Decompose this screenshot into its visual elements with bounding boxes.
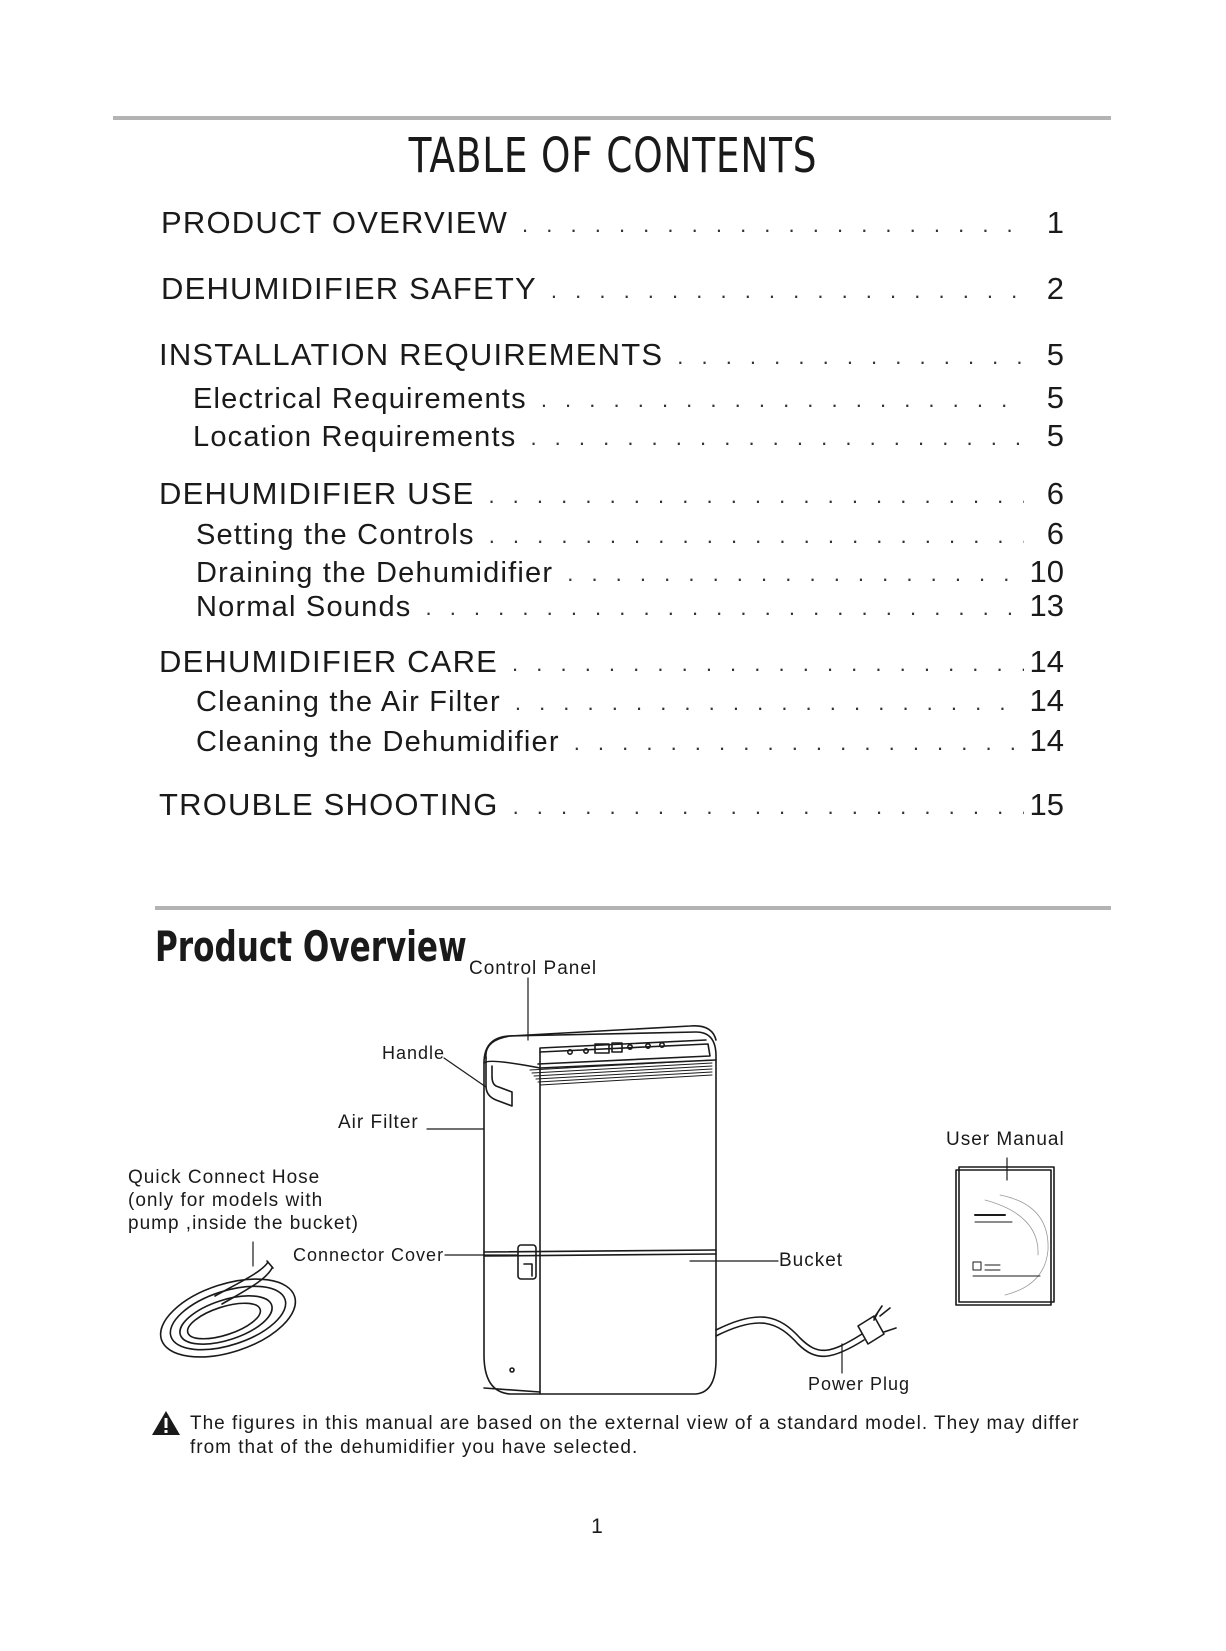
toc-entry-page: 6 [1046, 516, 1064, 551]
callout-quick-connect-hose [128, 1166, 359, 1235]
toc-entry-page: 15 [1029, 787, 1064, 822]
toc-entry-label: DEHUMIDIFIER CARE [159, 644, 499, 679]
callout-handle: Handle [382, 1043, 446, 1063]
toc-entry-page: 14 [1029, 683, 1064, 718]
leader-lines [253, 978, 1007, 1373]
callout-hose-line: Quick Connect Hose [128, 1167, 321, 1188]
callout-control-panel: Control Panel [469, 958, 598, 979]
toc-entry-page: 5 [1046, 380, 1064, 415]
toc-entry-page: 2 [1046, 271, 1064, 306]
callout-air-filter: Air Filter [338, 1112, 419, 1133]
section-title: Product Overview [155, 922, 467, 971]
connector-cover [518, 1245, 536, 1279]
toc-entry-label: Normal Sounds [196, 591, 412, 623]
toc-entry-page: 10 [1029, 554, 1064, 589]
disclaimer-note: The figures in this manual are based on the external view of a standard model. They may differ from that of the dehumidifier you have selected. [190, 1413, 1080, 1458]
callout-connector-cover: Connector Cover [293, 1245, 445, 1265]
toc-entry-label: Electrical Requirements [193, 383, 527, 415]
toc-entry-label: TROUBLE SHOOTING [159, 787, 499, 822]
toc-entry-label: Draining the Dehumidifier [196, 557, 554, 589]
toc-entry-label: Setting the Controls [196, 519, 475, 551]
toc-entry-page: 5 [1046, 337, 1064, 372]
toc-entry-page: 14 [1029, 644, 1064, 679]
toc-title: TABLE OF CONTENTS [408, 128, 818, 184]
toc-entry-label: Cleaning the Dehumidifier [196, 726, 560, 758]
toc-entry-label: INSTALLATION REQUIREMENTS [159, 337, 664, 372]
callout-bucket: Bucket [779, 1250, 844, 1271]
callout-hose-line: pump ,inside the bucket) [128, 1213, 360, 1234]
page-number: 1 [591, 1515, 603, 1538]
toc-entry-page: 5 [1046, 418, 1064, 453]
callout-hose-line: (only for models with [128, 1190, 324, 1211]
callout-power-plug: Power Plug [808, 1374, 911, 1394]
toc-entry-page: 6 [1046, 476, 1064, 511]
toc-entry-label: DEHUMIDIFIER SAFETY [161, 271, 537, 306]
toc-entry-label: PRODUCT OVERVIEW [161, 205, 509, 240]
user-manual-booklet [956, 1167, 1054, 1305]
warning-icon [151, 1410, 181, 1436]
toc-entry-label: DEHUMIDIFIER USE [159, 476, 475, 511]
power-cord [716, 1306, 896, 1356]
toc-entry-page: 14 [1029, 723, 1064, 758]
toc-entry-label: Location Requirements [193, 421, 517, 453]
toc-entry-page: 13 [1029, 588, 1064, 623]
toc-entry-page: 1 [1046, 205, 1064, 240]
hose-coil [151, 1261, 305, 1372]
callout-user-manual: User Manual [946, 1129, 1065, 1150]
dehumidifier-body [484, 1032, 716, 1394]
toc-entry-label: Cleaning the Air Filter [196, 686, 501, 718]
